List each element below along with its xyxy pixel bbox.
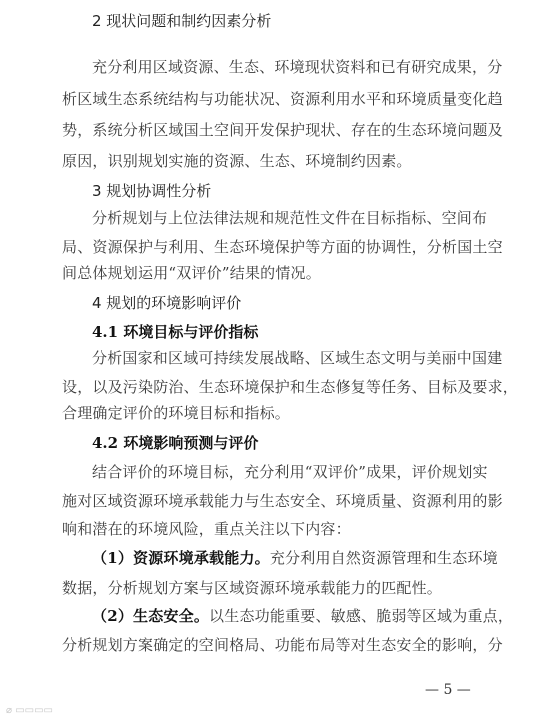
paragraph-line: 析区域生态系统结构与功能状况、资源利用水平和环境质量变化趋 <box>62 90 503 108</box>
paragraph-line: 分析国家和区域可持续发展战略、区域生态文明与美丽中国建 <box>92 349 503 367</box>
section-4-heading: 4 规划的环境影响评价 <box>92 294 242 312</box>
list-item-1-text: 充分利用自然资源管理和生态环境 <box>269 549 498 567</box>
paragraph-line: 设，以及污染防治、生态环境保护和生态修复等任务、目标及要求， <box>62 378 519 396</box>
list-item-2-label: （2）生态安全。 <box>92 607 210 625</box>
paragraph-line: 响和潜在的环境风险，重点关注以下内容： <box>62 520 351 538</box>
list-item-2-text: 以生态功能重要、敏感、脆弱等区域为重点， <box>209 607 514 625</box>
paragraph-line: 间总体规划运用“双评价”结果的情况。 <box>62 264 321 282</box>
paragraph-line: 数据，分析规划方案与区域资源环境承载能力的匹配性。 <box>62 579 443 597</box>
list-item-2 <box>92 605 539 627</box>
paragraph-line: 结合评价的环境目标，充分利用“双评价”成果，评价规划实 <box>92 463 488 481</box>
paragraph-line: 局、资源保护与利用、生态环境保护等方面的协调性，分析国土空 <box>62 238 503 256</box>
paragraph-line: 原因，识别规划实施的资源、生态、环境制约因素。 <box>62 152 412 170</box>
section-4-1-heading: 4.1 环境目标与评价指标 <box>92 323 259 341</box>
paragraph-line: 合理确定评价的环境目标和指标。 <box>62 404 291 422</box>
section-4-2-heading: 4.2 环境影响预测与评价 <box>92 434 259 452</box>
list-item-1 <box>92 547 539 569</box>
paragraph-line: 势，系统分析区域国土空间开发保护现状、存在的生态环境问题及 <box>62 121 503 139</box>
paragraph-line: 充分利用区域资源、生态、环境现状资料和已有研究成果，分 <box>92 58 503 76</box>
section-2-heading: 2 现状问题和制约因素分析 <box>92 12 272 30</box>
watermark-logo: ⌀ ▭▭▭▭ <box>6 705 53 716</box>
page-number: — 5 — <box>425 682 471 698</box>
list-item-1-label: （1）资源环境承载能力。 <box>92 549 270 567</box>
paragraph-line: 分析规划与上位法律法规和规范性文件在目标指标、空间布 <box>92 209 488 227</box>
paragraph-line: 施对区域资源环境承载能力与生态安全、环境质量、资源利用的影 <box>62 492 503 510</box>
section-3-heading: 3 规划协调性分析 <box>92 182 212 200</box>
paragraph-line: 分析规划方案确定的空间格局、功能布局等对生态安全的影响，分 <box>62 636 503 654</box>
